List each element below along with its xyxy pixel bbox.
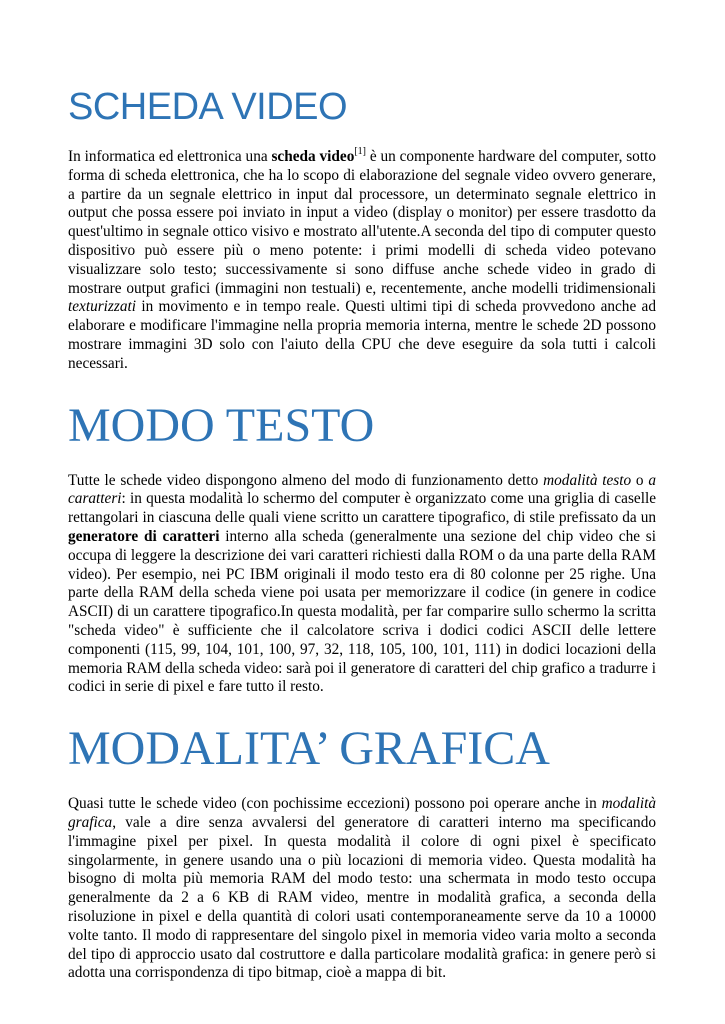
document-body: [68, 88, 656, 983]
text-run: Tutte le schede video dispongono almeno del modo di funzionamento detto: [68, 471, 544, 489]
heading-modo-testo: MODO TESTO: [68, 398, 375, 452]
paragraph-modo-testo: [68, 472, 656, 698]
text-run: o: [631, 471, 649, 489]
bold-term-generatore-di-caratteri: generatore di caratteri: [68, 527, 220, 545]
heading-scheda-video: SCHEDA VIDEO: [68, 86, 348, 128]
italic-term-modalita-grafica: modalità grafica: [68, 795, 656, 831]
bold-term-scheda-video: scheda video: [271, 148, 355, 165]
text-run: Quasi tutte le schede video (con pochissime eccezioni) possono poi operare anche in: [68, 795, 602, 813]
footnote-reference[interactable]: [1]: [354, 145, 367, 157]
heading-modalita-grafica: MODALITA’ GRAFICA: [68, 722, 550, 776]
italic-term-a-caratteri: a caratteri: [68, 471, 657, 508]
text-run: in movimento e in tempo reale. Questi ultimi tipi di scheda provvedono anche ad elaborare e modificare l'immagine nella propria memoria interna, mentre le schede 2D possono mostrare immagini 3D solo con l'aiuto della CPU che deve eseguire da sola tutti i calcoli necessari.: [68, 298, 656, 372]
italic-term-texturizzati: texturizzati: [68, 298, 136, 316]
text-run: In informatica ed elettronica una: [68, 148, 272, 165]
paragraph-modalita-grafica: [68, 795, 656, 983]
italic-term-modalita-testo: modalità testo: [543, 471, 632, 489]
text-run: interno alla scheda (generalmente una sezione del chip video che si occupa di leggere la descrizione dei vari caratteri richiesti dalla ROM o da una parte della RAM video). Per esempio, nei PC IBM originali il modo testo era di 80 colonne per 25 righe. Una parte della RAM della scheda viene poi usata per memorizzare il codice (in genere in codice ASCII) di un carattere tipografico.In questa modalità, per far comparire sullo schermo la scritta "scheda video" è sufficiente che il calcolatore scriva i dodici codici ASCII delle lettere componenti (115, 99, 104, 101, 100, 97, 32, 118, 105, 100, 101, 111) in dodici locazioni della memoria RAM della scheda video: sarà poi il generatore di caratteri del chip grafico a tradurre i codici in serie di pixel e fare tutto il resto.: [68, 527, 656, 696]
text-run: è un componente hardware del computer, sotto forma di scheda elettronica, che ha lo scopo di elaborazione del segnale video ovvero generare, a partire da un segnale elettrico in input dal processore, un determinato segnale elettrico in output che possa essere poi inviato in input a video (display o monitor) per essere trasdotto da quest'ultimo in segnale ottico visivo e mostrato all'utente.A seconda del tipo di computer questo dispositivo può essere più o meno potente: i primi modelli di scheda video potevano visualizzare solo testo; successivamente si sono diffuse anche schede video in grado di mostrare output grafici (immagini non testuali) e, recentemente, anche modelli tridimensionali: [68, 148, 656, 297]
text-run: , vale a dire senza avvalersi del generatore di caratteri interno ma specificando l'immagine pixel per pixel. In questa modalità il colore di ogni pixel è specificato singolarmente, in genere usando una o più locazioni di memoria video. Questa modalità ha bisogno di molta più memoria RAM del modo testo: una schermata in modo testo occupa generalmente da 2 a 6 KB di RAM video, mentre in modalità grafica, a seconda della risoluzione in pixel e della quantità di colori usati contemporaneamente serve da 10 a 10000 volte tanto. Il modo di rappresentare del singolo pixel in memoria video varia molto a seconda del tipo di approccio usato dal costruttore e dalla particolare modalità grafica: in genere però si adotta una corrispondenza di tipo bitmap, cioè a mappa di bit.: [68, 813, 656, 982]
text-run: : in questa modalità lo schermo del computer è organizzato come una griglia di caselle rettangolari in ciascuna delle quali viene scritto un carattere tipografico, di stile prefissato da un: [68, 490, 656, 527]
paragraph-scheda-video: [68, 145, 656, 374]
